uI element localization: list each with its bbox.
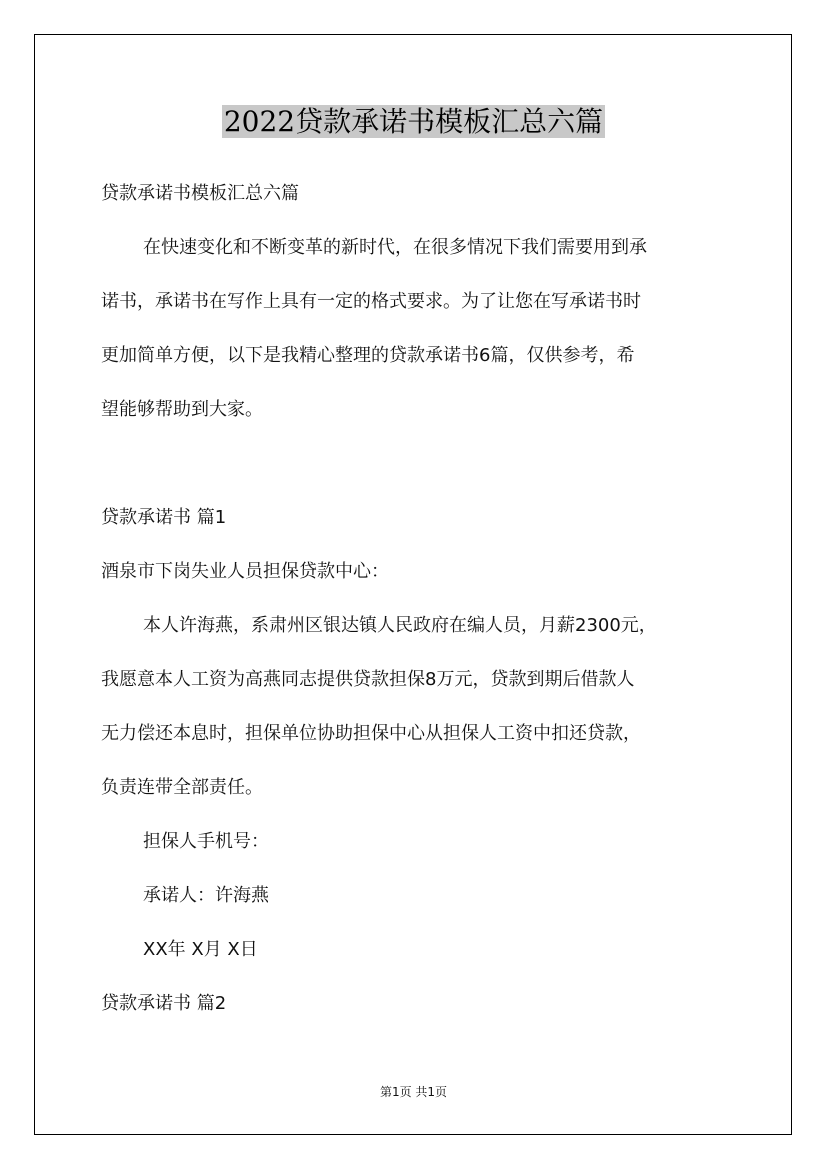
page-footer: 第1页 共1页 [379,1085,448,1099]
body-line-1: 本人许海燕，系肃州区银达镇人民政府在编人员，月薪2300元， [143,615,657,636]
document-title: 2022贷款承诺书模板汇总六篇 [223,105,604,138]
body-line-2: 我愿意本人工资为高燕同志提供贷款担保8万元，贷款到期后借款人 [101,669,635,690]
section-heading-2: 贷款承诺书 篇2 [101,993,227,1014]
promisor: 承诺人：许海燕 [143,885,269,906]
addressee: 酒泉市下岗失业人员担保贷款中心： [101,561,389,582]
body-line-4: 负责连带全部责任。 [101,777,263,798]
intro-line-3: 更加简单方便，以下是我精心整理的贷款承诺书6篇，仅供参考，希 [101,345,635,366]
intro-line-1: 在快速变化和不断变革的新时代，在很多情况下我们需要用到承 [143,237,647,258]
intro-line-4: 望能够帮助到大家。 [101,399,263,420]
body-line-3: 无力偿还本息时，担保单位协助担保中心从担保人工资中扣还贷款， [101,723,641,744]
guarantor-phone: 担保人手机号： [143,831,269,852]
intro-line-2: 诺书，承诺书在写作上具有一定的格式要求。为了让您在写承诺书时 [101,291,641,312]
section-heading-1: 贷款承诺书 篇1 [101,507,227,528]
date: XX年 X月 X日 [143,939,258,960]
subtitle: 贷款承诺书模板汇总六篇 [101,183,299,204]
